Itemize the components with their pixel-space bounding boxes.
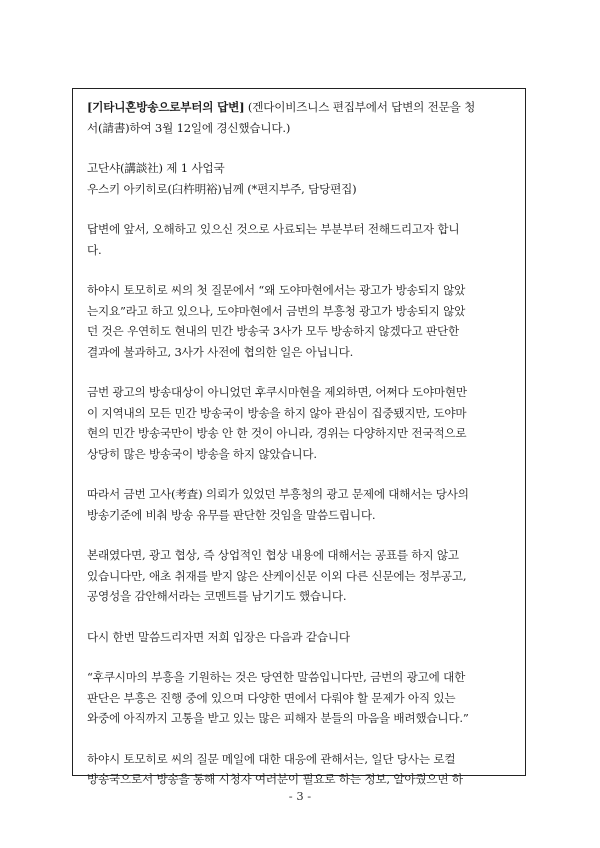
document-body <box>87 97 513 810</box>
body-paragraph <box>87 749 513 790</box>
body-paragraph <box>87 667 513 729</box>
paragraph-line: 방송국으로서 방송을 통해 시청자 여러분이 필요로 하는 정보, 알아줬으면 하 <box>87 772 463 786</box>
paragraph-line: 본래였다면, 광고 협상, 즉 상업적인 협상 내용에 대해서는 공표를 하지 않고 <box>87 548 459 562</box>
document-frame <box>72 88 526 786</box>
page-number: - 3 - <box>288 789 312 803</box>
address-line-1: 고단샤(講談社) 제 1 사업국 <box>87 161 225 175</box>
intro-text-1: (겐다이비즈니스 편집부에서 답변의 전문을 청 <box>244 100 476 114</box>
body-paragraph <box>87 382 513 464</box>
paragraph-line: 결과에 불과하고, 3사가 사전에 협의한 일은 아닙니다. <box>87 344 354 359</box>
paragraph-line: 현의 민간 방송국만이 방송 안 한 것이 아니라, 경위는 다양하지만 전국적으로 <box>87 426 467 440</box>
paragraph-line: 다. <box>87 242 102 257</box>
paragraph-line: 따라서 금번 고사(考査) 의뢰가 있었던 부흥청의 광고 문제에 대해서는 당사의 <box>87 487 469 501</box>
body-paragraph <box>87 545 513 607</box>
paragraph-line: “후쿠시마의 부흥을 기원하는 것은 당연한 말씀입니다만, 금번의 광고에 대한 <box>87 670 466 684</box>
paragraph-line: 이 지역내의 모든 민간 방송국이 방송을 하지 않아 관심이 집중됐지만, 도야마 <box>87 405 467 420</box>
paragraph-line: 는지요”라고 하고 있으나, 도야마현에서 금번의 부흥청 광고가 방송되지 않았 <box>87 303 466 318</box>
address-block <box>87 158 513 199</box>
paragraph-line: 던 것은 우연히도 현내의 민간 방송국 3사가 모두 방송하지 않겠다고 판단한 <box>87 324 460 338</box>
paragraph-line: 있습니다만, 애초 취재를 받지 않은 산케이신문 이외 다른 신문에는 정부공고, <box>87 568 467 583</box>
paragraph-line: 금번 광고의 방송대상이 아니었던 후쿠시마현을 제외하면, 어쩌다 도야마현만 <box>87 385 467 399</box>
body-paragraph <box>87 484 513 525</box>
paragraph-line: 하야시 토모히로 씨의 첫 질문에서 “왜 도야마현에서는 광고가 방송되지 않았 <box>87 283 466 297</box>
paragraph-line: 방송기준에 비춰 방송 유무를 판단한 것임을 말씀드립니다. <box>87 507 376 522</box>
intro-line-1 <box>87 97 513 118</box>
body-paragraph <box>87 219 513 260</box>
paragraph-line: 판단은 부흥은 진행 중에 있으며 다양한 면에서 다뤄야 할 문제가 아직 있는 <box>87 690 456 705</box>
body-paragraphs <box>87 219 513 790</box>
paragraph-line: 하야시 토모히로 씨의 질문 메일에 대한 대응에 관해서는, 일단 당사는 로컬 <box>87 751 456 766</box>
intro-line-2: 서(請書)하여 3월 12일에 경신했습니다.) <box>87 120 291 135</box>
paragraph-line: 다시 한번 말씀드리자면 저희 입장은 다음과 같습니다 <box>87 629 350 644</box>
address-line-2: 우스키 아키히로(臼杵明裕)님께 (*편지부주, 담당편집) <box>87 181 357 196</box>
intro-paragraph <box>87 97 513 138</box>
body-paragraph <box>87 280 513 362</box>
body-paragraph <box>87 627 513 648</box>
intro-title: [기타니혼방송으로부터의 답변] <box>87 100 245 114</box>
paragraph-line: 상당히 많은 방송국이 방송을 하지 않았습니다. <box>87 446 317 461</box>
paragraph-line: 공영성을 감안해서라는 코멘트를 남기기도 했습니다. <box>87 589 347 603</box>
paragraph-line: 와중에 아직까지 고통을 받고 있는 많은 피해자 분들의 마음을 배려했습니다.” <box>87 711 469 725</box>
paragraph-line: 답변에 앞서, 오해하고 있으신 것으로 사료되는 부분부터 전해드리고자 합니 <box>87 222 460 236</box>
